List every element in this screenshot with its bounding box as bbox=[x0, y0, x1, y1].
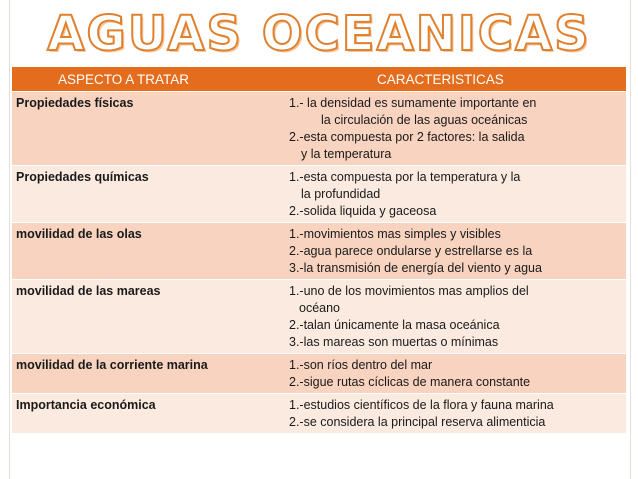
table-row bbox=[12, 354, 626, 394]
characteristic-line: 2.-solida liquida y gaceosa bbox=[289, 204, 437, 218]
table-row bbox=[12, 92, 626, 166]
slide-frame-left bbox=[0, 0, 10, 479]
characteristic-line: 3.-la transmisión de energía del viento y agua bbox=[289, 261, 542, 275]
characteristics-cell bbox=[279, 394, 626, 434]
aspect-cell: movilidad de las mareas bbox=[12, 280, 279, 354]
table-row bbox=[12, 223, 626, 280]
table-row bbox=[12, 166, 626, 223]
aspect-cell: Importancia económica bbox=[12, 394, 279, 434]
characteristic-line: 3.-las mareas son muertas o mínimas bbox=[289, 335, 499, 349]
table-row bbox=[12, 394, 626, 434]
aspect-cell: movilidad de las olas bbox=[12, 223, 279, 280]
aspect-cell: movilidad de la corriente marina bbox=[12, 354, 279, 394]
characteristic-line: 1.-esta compuesta por la temperatura y la bbox=[289, 170, 521, 184]
header-characteristics: CARACTERISTICAS bbox=[279, 67, 626, 92]
characteristic-line: 2.-talan únicamente la masa oceánica bbox=[289, 318, 500, 332]
characteristic-line: 2.-se considera la principal reserva alimenticia bbox=[289, 415, 546, 429]
characteristics-table bbox=[12, 67, 626, 433]
aspect-cell: Propiedades químicas bbox=[12, 166, 279, 223]
characteristics-cell bbox=[279, 92, 626, 166]
header-aspect: ASPECTO A TRATAR bbox=[12, 67, 279, 92]
characteristic-line: 1.-estudios científicos de la flora y fauna marina bbox=[289, 398, 554, 412]
table-row bbox=[12, 280, 626, 354]
characteristic-line: la circulación de las aguas oceánicas bbox=[321, 113, 528, 127]
characteristic-line: 2.-agua parece ondularse y estrellarse es la bbox=[289, 244, 533, 258]
characteristic-line: 2.-sigue rutas cíclicas de manera constante bbox=[289, 375, 531, 389]
characteristic-line: 2.-esta compuesta por 2 factores: la salida bbox=[289, 130, 525, 144]
characteristic-line: 1.-uno de los movimientos mas amplios del bbox=[289, 284, 529, 298]
characteristic-line: y la temperatura bbox=[301, 147, 392, 161]
slide-title: AGUAS OCEANICAS bbox=[47, 6, 591, 62]
aspect-cell: Propiedades físicas bbox=[12, 92, 279, 166]
characteristic-line: 1.-movimientos mas simples y visibles bbox=[289, 227, 501, 241]
characteristics-cell bbox=[279, 280, 626, 354]
characteristics-cell bbox=[279, 223, 626, 280]
characteristic-line: 1.- la densidad es sumamente importante en bbox=[289, 96, 537, 110]
characteristic-line: océano bbox=[299, 301, 341, 315]
slide-frame-right bbox=[630, 0, 638, 479]
characteristics-cell bbox=[279, 354, 626, 394]
characteristics-cell bbox=[279, 166, 626, 223]
characteristic-line: 1.-son ríos dentro del mar bbox=[289, 358, 433, 372]
characteristic-line: la profundidad bbox=[301, 187, 381, 201]
table-header-row bbox=[12, 67, 626, 92]
